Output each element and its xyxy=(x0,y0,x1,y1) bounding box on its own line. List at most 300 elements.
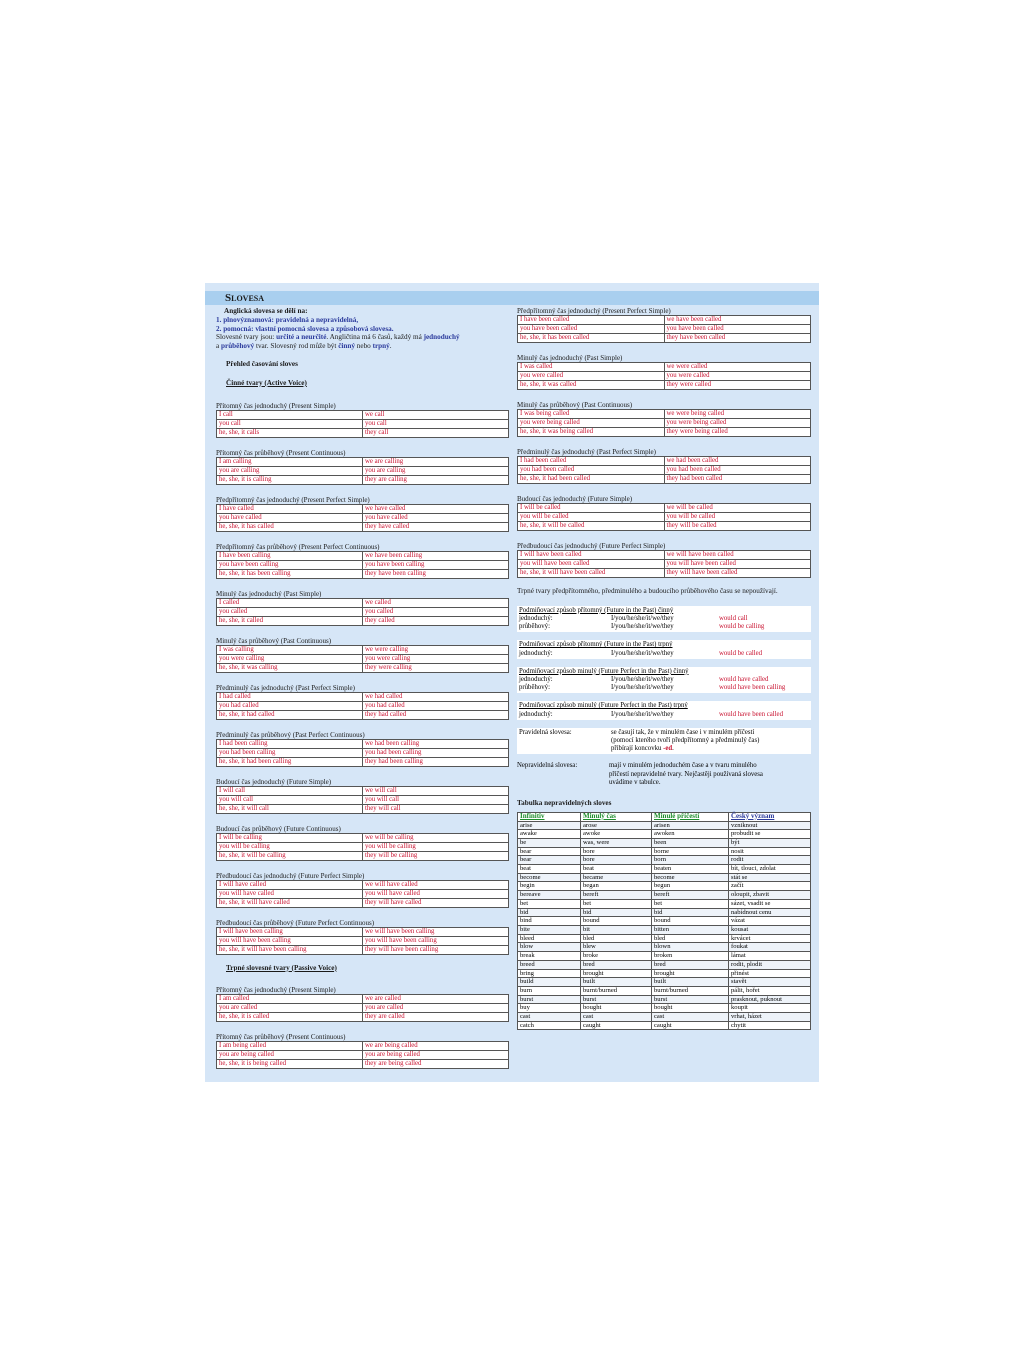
tense-block xyxy=(517,401,811,437)
conjugation-cell: we had called xyxy=(363,692,509,701)
conjugation-cell: you call xyxy=(363,419,509,428)
conjugation-table xyxy=(517,503,811,531)
conjugation-cell: he, she, it had been called xyxy=(518,475,665,484)
irregular-verb-cell: cast xyxy=(518,1013,581,1022)
conjugation-cell: you will have called xyxy=(217,889,363,898)
conjugation-row xyxy=(217,945,509,954)
conjugation-row xyxy=(217,428,509,437)
conjugation-cell: you are calling xyxy=(363,466,509,475)
conjugation-cell: they are being called xyxy=(363,1060,509,1069)
irregular-verb-cell: cast xyxy=(581,1013,652,1022)
conjugation-cell: he, she, it will have been called xyxy=(518,569,665,578)
conjugation-cell: we are calling xyxy=(363,457,509,466)
regular-text: přibírají koncovku xyxy=(611,745,664,753)
tense-heading: Předminulý čas jednoduchý (Past Perfect Simple) xyxy=(216,683,355,692)
irregular-verb-cell: catch xyxy=(518,1021,581,1030)
conjugation-table xyxy=(216,880,509,908)
passive-tense-list-left xyxy=(216,986,509,1069)
tense-heading: Předminulý čas průběhový (Past Perfect Continuous) xyxy=(216,730,365,739)
intro-text: . xyxy=(389,342,392,351)
conjugation-cell: he, she, it has been called xyxy=(518,334,665,343)
irregular-verb-row xyxy=(518,1021,811,1030)
conjugation-cell: we are called xyxy=(363,995,509,1004)
right-column xyxy=(517,307,811,1030)
irregular-verb-cell: být xyxy=(729,838,811,847)
tense-heading: Budoucí čas jednoduchý (Future Simple) xyxy=(517,495,633,503)
conditional-block xyxy=(517,701,811,719)
irregular-verb-row xyxy=(518,1013,811,1022)
irregular-verb-cell: awoken xyxy=(652,830,729,839)
conjugation-cell: you will have been called xyxy=(664,560,811,569)
conjugation-cell: you will have been called xyxy=(518,560,665,569)
conjugation-cell: you called xyxy=(363,607,509,616)
irregular-verb-row xyxy=(518,925,811,934)
conjugation-cell: I will call xyxy=(217,786,363,795)
tense-block xyxy=(517,542,811,578)
irregular-table-title: Tabulka nepravidelných sloves xyxy=(517,799,612,808)
intro-line-1: Anglická slovesa se dělí na: xyxy=(224,307,308,315)
irregular-verb-row xyxy=(518,873,811,882)
conjugation-cell: you have been called xyxy=(518,325,665,334)
irregular-verb-cell: přinést xyxy=(729,969,811,978)
irregular-verb-cell: bitten xyxy=(652,925,729,934)
irregular-verb-cell: bore xyxy=(581,856,652,865)
conjugation-cell: he, she, it has called xyxy=(217,522,363,531)
conjugation-cell: I was being called xyxy=(518,410,665,419)
conjugation-row xyxy=(217,795,509,804)
irregular-verb-cell: brought xyxy=(652,969,729,978)
conjugation-cell: you had been called xyxy=(664,466,811,475)
conjugation-row xyxy=(518,560,811,569)
conjugation-row xyxy=(217,560,509,569)
conjugation-cell: he, she, it is being called xyxy=(217,1060,363,1069)
regular-text: (pomocí kterého tvoří předpřítomný a předminulý čas) xyxy=(611,737,760,745)
conditional-cell: průběhový: xyxy=(519,684,550,692)
irregular-verb-cell: bring xyxy=(518,969,581,978)
conjugation-cell: they were called xyxy=(664,381,811,390)
conjugation-cell: you will have called xyxy=(363,889,509,898)
conditional-cell: jednoduchý: xyxy=(519,615,553,622)
conjugation-cell: I will have been calling xyxy=(217,927,363,936)
conjugation-cell: I was called xyxy=(518,363,665,372)
conjugation-row xyxy=(217,616,509,625)
tense-heading: Budoucí čas jednoduchý (Future Simple) xyxy=(216,777,332,786)
tense-block xyxy=(216,919,509,955)
irregular-verb-cell: bet xyxy=(518,899,581,908)
conjugation-cell: you were being called xyxy=(518,419,665,428)
conjugation-table xyxy=(517,315,811,343)
conjugation-cell: we had been calling xyxy=(363,739,509,748)
conjugation-table xyxy=(216,786,509,814)
irregular-verb-cell: bore xyxy=(581,847,652,856)
irregular-verb-cell: nosit xyxy=(729,847,811,856)
conjugation-row xyxy=(518,372,811,381)
regular-text: se časují tak, že v minulém čase i v minulém příčestí xyxy=(611,728,755,736)
conjugation-cell: he, she, it was called xyxy=(518,381,665,390)
conjugation-cell: he, she, it had been calling xyxy=(217,757,363,766)
irregular-verb-cell: was, were xyxy=(581,838,652,847)
irregular-table-header xyxy=(518,812,811,821)
grammar-sheet xyxy=(205,283,819,1082)
passive-voice-heading: Trpné slovesné tvary (Passive Voice) xyxy=(226,963,337,972)
conditional-heading: Podmiňovací způsob minulý (Future Perfect in the Past) činný xyxy=(519,667,689,675)
conjugation-row xyxy=(217,936,509,945)
irregular-row xyxy=(517,779,811,787)
intro-highlight: činný xyxy=(338,342,355,351)
irregular-verb-cell: become xyxy=(652,873,729,882)
tense-block xyxy=(216,778,509,814)
conjugation-cell: you have been calling xyxy=(217,560,363,569)
irregular-verb-row xyxy=(518,865,811,874)
tense-heading: Předpřítomný čas jednoduchý (Present Perfect Simple) xyxy=(216,495,370,504)
irregular-verb-cell: blown xyxy=(652,943,729,952)
irregular-verb-row xyxy=(518,821,811,830)
irregular-verbs-table xyxy=(517,812,811,1031)
conjugation-table xyxy=(216,927,509,955)
conjugation-table xyxy=(216,692,509,720)
conditional-row xyxy=(519,623,809,631)
irregular-verb-cell: arose xyxy=(581,821,652,830)
tense-block xyxy=(216,496,509,532)
conditional-cell: I/you/he/she/it/we/they xyxy=(611,676,674,684)
conjugation-cell: you are being called xyxy=(217,1051,363,1060)
conjugation-cell: you will be calling xyxy=(217,842,363,851)
regular-label: Pravidelná slovesa: xyxy=(519,728,572,736)
conjugation-table xyxy=(216,833,509,861)
conjugation-cell: he, she, it called xyxy=(217,616,363,625)
conjugation-cell: he, she, it will be calling xyxy=(217,851,363,860)
conjugation-cell: he, she, it is calling xyxy=(217,475,363,484)
irregular-verb-row xyxy=(518,917,811,926)
irregular-verb-cell: breed xyxy=(518,960,581,969)
conjugation-cell: you will be calling xyxy=(363,842,509,851)
conjugation-row xyxy=(217,889,509,898)
irregular-verb-cell: born xyxy=(652,856,729,865)
conjugation-cell: I will have called xyxy=(217,880,363,889)
conjugation-row xyxy=(518,466,811,475)
tense-heading: Minulý čas průběhový (Past Continuous) xyxy=(216,636,332,645)
conjugation-cell: I am being called xyxy=(217,1042,363,1051)
conjugation-row xyxy=(217,598,509,607)
conjugation-row xyxy=(217,466,509,475)
conjugation-row xyxy=(217,654,509,663)
conjugation-cell: you call xyxy=(217,419,363,428)
conditional-block xyxy=(517,667,811,694)
conjugation-cell: we will be called xyxy=(664,504,811,513)
conjugation-cell: they will have been calling xyxy=(363,945,509,954)
ed-suffix: -ed xyxy=(663,745,673,753)
conjugation-cell: you have been calling xyxy=(363,560,509,569)
tense-block xyxy=(517,307,811,343)
irregular-verb-row xyxy=(518,995,811,1004)
conjugation-table xyxy=(517,550,811,578)
conjugation-cell: he, she, it had called xyxy=(217,710,363,719)
irregular-verb-row xyxy=(518,908,811,917)
irregular-verb-cell: lámat xyxy=(729,952,811,961)
irregular-verb-cell: arisen xyxy=(652,821,729,830)
irregular-verb-cell: foukat xyxy=(729,943,811,952)
irregular-verb-cell: bled xyxy=(581,934,652,943)
conjugation-cell: they will be called xyxy=(664,522,811,531)
conjugation-row xyxy=(217,663,509,672)
conjugation-cell: they called xyxy=(363,616,509,625)
irregular-verb-cell: bear xyxy=(518,856,581,865)
irregular-verb-cell: bid xyxy=(652,908,729,917)
intro-text: a xyxy=(216,342,221,351)
irregular-verb-cell: caught xyxy=(581,1021,652,1030)
irregular-verb-cell: bite xyxy=(518,925,581,934)
irregular-verb-cell: bít, tlouci, zdolat xyxy=(729,865,811,874)
conjugation-cell: we were calling xyxy=(363,645,509,654)
regular-row xyxy=(519,745,809,753)
conjugation-cell: he, she, it will call xyxy=(217,804,363,813)
conjugation-row xyxy=(518,381,811,390)
overview-heading: Přehled časování sloves xyxy=(226,359,298,368)
conjugation-cell: they have called xyxy=(363,522,509,531)
irregular-verb-cell: borne xyxy=(652,847,729,856)
conjugation-row xyxy=(217,851,509,860)
irregular-verb-cell: rodit xyxy=(729,856,811,865)
irregular-verb-row xyxy=(518,847,811,856)
irregular-verb-cell: rodit, plodit xyxy=(729,960,811,969)
irregular-verb-cell: bereave xyxy=(518,891,581,900)
conditional-block xyxy=(517,640,811,658)
conjugation-cell: we were being called xyxy=(664,410,811,419)
irregular-verb-cell: break xyxy=(518,952,581,961)
tense-block xyxy=(216,825,509,861)
intro-line-5 xyxy=(216,342,509,351)
irregular-verb-cell: become xyxy=(518,873,581,882)
irregular-verb-cell: begun xyxy=(652,882,729,891)
conjugation-row xyxy=(217,1051,509,1060)
conditional-cell: would have been calling xyxy=(719,684,786,692)
intro-line-4 xyxy=(216,333,509,342)
conjugation-cell: we will be calling xyxy=(363,833,509,842)
regular-verbs-box xyxy=(517,728,811,755)
conjugation-cell: we will call xyxy=(363,786,509,795)
irregular-verb-cell: oloupit, zbavit xyxy=(729,891,811,900)
irregular-verb-cell: burnt/burned xyxy=(652,986,729,995)
irregular-verb-row xyxy=(518,1004,811,1013)
irregular-verb-cell: broke xyxy=(581,952,652,961)
irregular-row xyxy=(517,771,811,779)
irregular-verb-cell: stavět xyxy=(729,978,811,987)
irregular-verb-row xyxy=(518,960,811,969)
conjugation-table xyxy=(216,739,509,767)
intro-line-2: 1. plnovýznamová: pravidelná a nepravidelná, xyxy=(216,315,359,324)
irregular-verb-row xyxy=(518,969,811,978)
conjugation-row xyxy=(217,842,509,851)
conditional-cell: would have called xyxy=(719,676,769,684)
conjugation-row xyxy=(518,410,811,419)
irregular-text: příčestí nepravidelné tvary. Nejčastěji používaná slovesa xyxy=(609,770,763,778)
conjugation-row xyxy=(217,522,509,531)
left-column xyxy=(216,307,509,1080)
conjugation-row xyxy=(217,995,509,1004)
conditional-cell: I/you/he/she/it/we/they xyxy=(611,615,674,622)
intro-highlight: průběhový xyxy=(221,342,255,351)
conditional-heading: Podmiňovací způsob přítomný (Future in the Past) trpný xyxy=(519,641,673,649)
conjugation-row xyxy=(217,757,509,766)
conjugation-cell: you were calling xyxy=(217,654,363,663)
tense-heading: Předminulý čas jednoduchý (Past Perfect Simple) xyxy=(517,448,656,456)
irregular-verb-cell: blow xyxy=(518,943,581,952)
irregular-verb-cell: prasknout, puknout xyxy=(729,995,811,1004)
irregular-verb-cell: awake xyxy=(518,830,581,839)
title-bar xyxy=(205,291,819,305)
irregular-verb-cell: bind xyxy=(518,917,581,926)
conjugation-cell: I have called xyxy=(217,504,363,513)
conditional-list xyxy=(517,606,811,720)
conditional-cell: would call xyxy=(719,615,748,622)
conjugation-row xyxy=(518,522,811,531)
tense-heading: Minulý čas jednoduchý (Past Simple) xyxy=(517,354,623,362)
conjugation-cell: I have been calling xyxy=(217,551,363,560)
tense-block xyxy=(517,354,811,390)
conjugation-row xyxy=(217,419,509,428)
conjugation-cell: I am calling xyxy=(217,457,363,466)
conjugation-row xyxy=(217,927,509,936)
conditional-cell: would have been called xyxy=(719,710,783,718)
conjugation-row xyxy=(518,457,811,466)
conjugation-row xyxy=(518,419,811,428)
conjugation-cell: you have been called xyxy=(664,325,811,334)
irregular-verb-cell: burnt/burned xyxy=(581,986,652,995)
tense-block xyxy=(517,495,811,531)
conjugation-row xyxy=(217,607,509,616)
irregular-verb-cell: built xyxy=(581,978,652,987)
irregular-verb-cell: krvácet xyxy=(729,934,811,943)
conjugation-cell: they will call xyxy=(363,804,509,813)
tense-heading: Přítomný čas jednoduchý (Present Simple) xyxy=(216,986,336,995)
tense-block xyxy=(216,543,509,579)
conjugation-row xyxy=(217,410,509,419)
conjugation-row xyxy=(217,748,509,757)
irregular-verb-row xyxy=(518,856,811,865)
conjugation-cell: you are being called xyxy=(363,1051,509,1060)
conjugation-cell: they were calling xyxy=(363,663,509,672)
irregular-verb-cell: vrhat, házet xyxy=(729,1013,811,1022)
tense-block xyxy=(517,448,811,484)
conjugation-table xyxy=(517,409,811,437)
conjugation-cell: you will be called xyxy=(518,513,665,522)
conjugation-row xyxy=(518,428,811,437)
conjugation-cell: they had called xyxy=(363,710,509,719)
irregular-verb-cell: build xyxy=(518,978,581,987)
conjugation-cell: you have called xyxy=(363,513,509,522)
conjugation-row xyxy=(217,701,509,710)
irregular-verb-cell: bled xyxy=(652,934,729,943)
conjugation-cell: you were being called xyxy=(664,419,811,428)
conjugation-cell: we will have been called xyxy=(664,551,811,560)
conjugation-row xyxy=(217,692,509,701)
irregular-verb-cell: bid xyxy=(581,908,652,917)
irregular-text: uvádíme v tabulce. xyxy=(609,778,661,786)
conditional-cell: I/you/he/she/it/we/they xyxy=(611,649,674,657)
conjugation-table xyxy=(216,504,509,532)
regular-row xyxy=(519,737,809,745)
conjugation-row xyxy=(217,1060,509,1069)
conjugation-cell: he, she, it will have been calling xyxy=(217,945,363,954)
tense-block xyxy=(216,402,509,438)
irregular-verb-cell: bit xyxy=(581,925,652,934)
conjugation-row xyxy=(217,1004,509,1013)
conjugation-cell: you were calling xyxy=(363,654,509,663)
tense-heading: Přítomný čas průběhový (Present Continuous) xyxy=(216,1033,346,1042)
conjugation-row xyxy=(518,504,811,513)
irregular-verb-cell: bred xyxy=(581,960,652,969)
conditional-row xyxy=(519,615,809,623)
irregular-verb-cell: bought xyxy=(652,1004,729,1013)
conjugation-cell: I have been called xyxy=(518,316,665,325)
irregular-verb-cell: arise xyxy=(518,821,581,830)
conjugation-cell: he, she, it is called xyxy=(217,1013,363,1022)
irregular-label: Nepravidelná slovesa: xyxy=(517,762,578,770)
irregular-verb-cell: beaten xyxy=(652,865,729,874)
conjugation-row xyxy=(518,551,811,560)
conjugation-cell: you are calling xyxy=(217,466,363,475)
conjugation-cell: they were being called xyxy=(664,428,811,437)
conjugation-cell: I will be called xyxy=(518,504,665,513)
irregular-verb-row xyxy=(518,978,811,987)
continuous-passive-note: Trpné tvary předpřítomného, předminulého a budoucího průběhového času se nepoužívají. xyxy=(517,587,778,595)
conditional-cell: I/you/he/she/it/we/they xyxy=(611,710,674,718)
conjugation-cell: you are called xyxy=(363,1004,509,1013)
irregular-verbs-note xyxy=(517,762,811,787)
irregular-verb-row xyxy=(518,952,811,961)
conditional-row xyxy=(519,676,809,684)
irregular-verb-row xyxy=(518,830,811,839)
conjugation-row xyxy=(518,513,811,522)
conjugation-row xyxy=(217,710,509,719)
irregular-row xyxy=(517,762,811,770)
irregular-verb-cell: bereft xyxy=(652,891,729,900)
conjugation-table xyxy=(216,410,509,438)
conditional-heading: Podmiňovací způsob přítomný (Future in the Past) činný xyxy=(519,606,674,614)
conjugation-cell: we will have been calling xyxy=(363,927,509,936)
conjugation-cell: he, she, it was being called xyxy=(518,428,665,437)
irregular-verb-cell: koupit xyxy=(729,1004,811,1013)
conditional-block xyxy=(517,606,811,633)
irregular-verb-cell: chytit xyxy=(729,1021,811,1030)
conditional-cell: jednoduchý: xyxy=(519,649,553,657)
tense-block xyxy=(216,449,509,485)
conditional-cell: I/you/he/she/it/we/they xyxy=(611,623,674,631)
regular-row xyxy=(519,729,809,737)
irregular-verb-cell: became xyxy=(581,873,652,882)
conjugation-cell: we called xyxy=(363,598,509,607)
conjugation-row xyxy=(217,513,509,522)
conjugation-cell: I called xyxy=(217,598,363,607)
irregular-verb-cell: begin xyxy=(518,882,581,891)
conjugation-table xyxy=(517,456,811,484)
conjugation-row xyxy=(217,1042,509,1051)
conjugation-cell: you were called xyxy=(518,372,665,381)
irregular-verb-cell: burst xyxy=(518,995,581,1004)
conjugation-table xyxy=(216,457,509,485)
irregular-verb-cell: probudit se xyxy=(729,830,811,839)
conjugation-cell: they had been calling xyxy=(363,757,509,766)
conjugation-cell: you will call xyxy=(363,795,509,804)
conjugation-row xyxy=(217,645,509,654)
irregular-verb-cell: bred xyxy=(652,960,729,969)
intro-text: tvar. Slovesný rod může být xyxy=(254,342,339,351)
conjugation-row xyxy=(217,551,509,560)
conditional-cell: would be called xyxy=(719,649,763,657)
conjugation-row xyxy=(217,880,509,889)
conditional-row xyxy=(519,684,809,692)
irregular-verb-cell: burst xyxy=(581,995,652,1004)
